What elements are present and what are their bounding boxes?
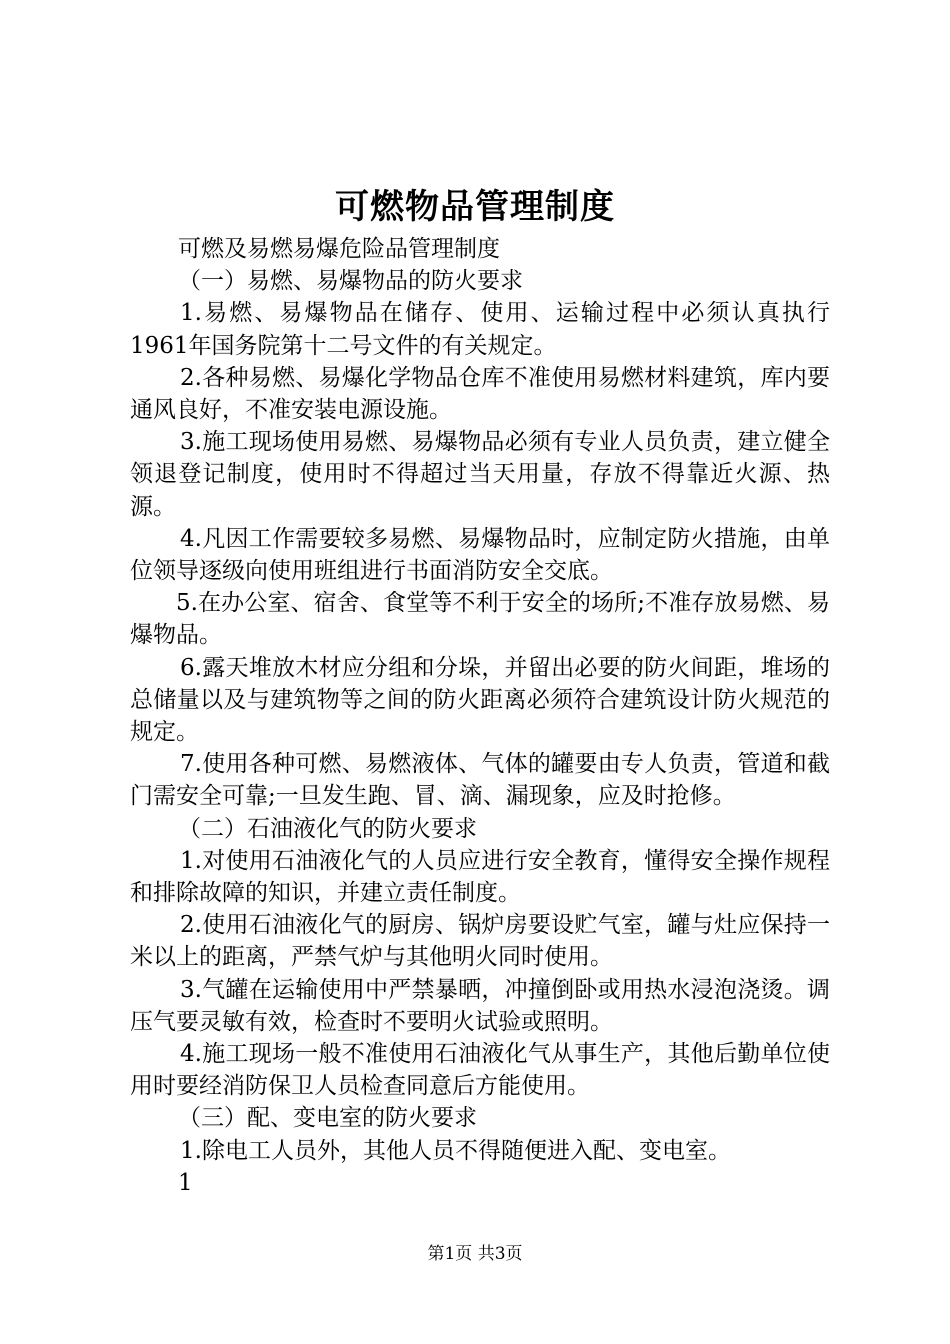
- paragraph-1-5: 5.在办公室、宿舍、食堂等不利于安全的场所;不准存放易燃、易爆物品。: [130, 590, 830, 649]
- section-heading-2: （二）石油液化气的防火要求: [178, 815, 477, 842]
- paragraph-1-2: 2.各种易燃、易爆化学物品仓库不准使用易燃材料建筑，库内要通风良好，不准安装电源设施。: [130, 364, 830, 424]
- paragraph-2-3: 3.气罐在运输使用中严禁暴晒，冲撞倒卧或用热水浸泡浇烫。调压气要灵敏有效，检查时不要明火试验或照明。: [130, 976, 830, 1035]
- paragraph-1-4: 4.凡因工作需要较多易燃、易爆物品时，应制定防火措施，由单位领导逐级向使用班组进行书面消防安全交底。: [130, 525, 830, 585]
- paragraph-1-1: 1.易燃、易爆物品在储存、使用、运输过程中必须认真执行1961年国务院第十二号文件的有关规定。: [130, 300, 830, 359]
- document-body: [130, 233, 830, 1199]
- paragraph-2-2: 2.使用石油液化气的厨房、锅炉房要设贮气室，罐与灶应保持一米以上的距离，严禁气炉与其他明火同时使用。: [130, 912, 830, 971]
- inline-page-number: 1: [178, 1169, 193, 1196]
- document-title: 可燃物品管理制度: [335, 187, 615, 227]
- paragraph-2-1: 1.对使用石油液化气的人员应进行安全教育，懂得安全操作规程和排除故障的知识，并建立责任制度。: [130, 847, 830, 907]
- paragraph-subtitle: 可燃及易燃易爆危险品管理制度: [178, 236, 500, 262]
- paragraph-2-4: 4.施工现场一般不准使用石油液化气从事生产，其他后勤单位使用时要经消防保卫人员检查同意后方能使用。: [130, 1041, 830, 1100]
- paragraph-1-3: 3.施工现场使用易燃、易爆物品必须有专业人员负责，建立健全领退登记制度，使用时不得超过当天用量，存放不得靠近火源、热源。: [130, 429, 830, 520]
- paragraph-1-7: 7.使用各种可燃、易燃液体、气体的罐要由专人负责，管道和截门需安全可靠;一旦发生跑、冒、滴、漏现象，应及时抢修。: [130, 751, 830, 810]
- page-footer: 第1页 共3页: [427, 1244, 523, 1264]
- section-heading-3: （三）配、变电室的防火要求: [178, 1105, 477, 1132]
- section-heading-1: （一）易燃、易爆物品的防火要求: [178, 268, 523, 295]
- paragraph-3-1: 1.除电工人员外，其他人员不得随便进入配、变电室。: [180, 1137, 731, 1164]
- paragraph-1-6: 6.露天堆放木材应分组和分垛，并留出必要的防火间距，堆场的总储量以及与建筑物等之间的防火距离必须符合建筑设计防火规范的规定。: [130, 654, 830, 746]
